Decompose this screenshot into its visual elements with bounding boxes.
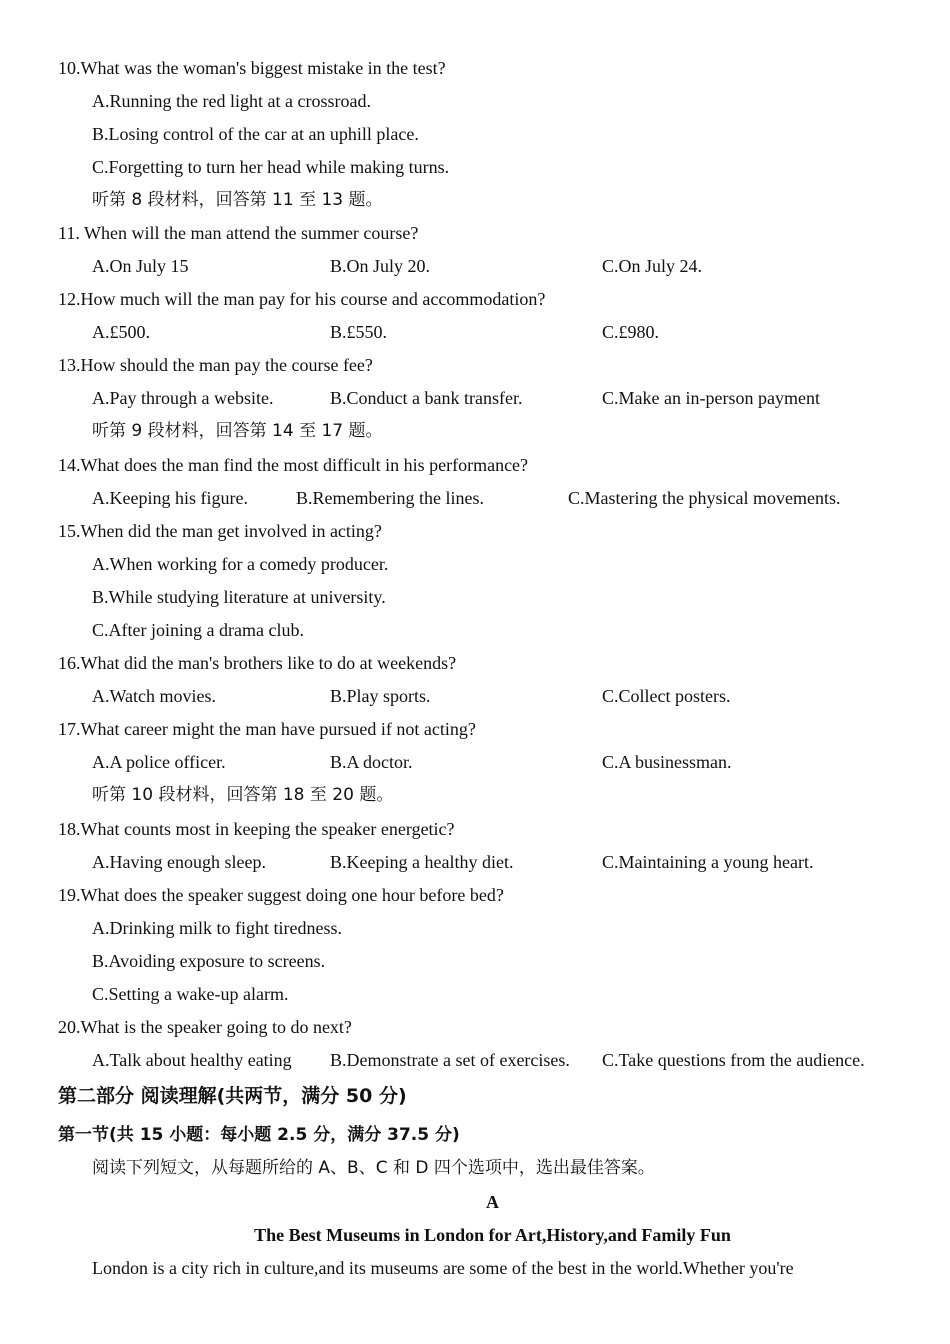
option-13a: A.Pay through a website. <box>92 388 274 408</box>
question-20: 20.What is the speaker going to do next? <box>58 1017 352 1037</box>
options-row-12 <box>0 316 950 349</box>
question-17: 17.What career might the man have pursued if not acting? <box>58 719 476 739</box>
option-18a: A.Having enough sleep. <box>92 852 266 872</box>
options-row-11 <box>0 250 950 283</box>
option-16b: B.Play sports. <box>330 686 431 706</box>
option-11a: A.On July 15 <box>92 256 189 276</box>
question-15: 15.When did the man get involved in acting? <box>58 521 382 541</box>
option-17c: C.A businessman. <box>602 752 732 772</box>
option-19a: A.Drinking milk to fight tiredness. <box>92 918 342 938</box>
option-10c: C.Forgetting to turn her head while making turns. <box>92 157 450 177</box>
part2-heading: 第二部分 阅读理解(共两节，满分 50 分) <box>58 1085 407 1107</box>
option-12a: A.£500. <box>92 322 150 342</box>
option-11c: C.On July 24. <box>602 256 703 276</box>
option-20a: A.Talk about healthy eating <box>92 1050 292 1070</box>
question-19: 19.What does the speaker suggest doing one hour before bed? <box>58 885 504 905</box>
option-18b: B.Keeping a healthy diet. <box>330 852 514 872</box>
passage-label: A <box>486 1192 499 1212</box>
option-14a: A.Keeping his figure. <box>92 488 248 508</box>
options-row-14 <box>0 482 950 515</box>
listening-section-10: 听第 10 段材料，回答第 18 至 20 题。 <box>92 785 394 805</box>
option-20b: B.Demonstrate a set of exercises. <box>330 1050 570 1070</box>
options-row-20 <box>0 1044 950 1077</box>
option-14c: C.Mastering the physical movements. <box>568 488 841 508</box>
option-17a: A.A police officer. <box>92 752 226 772</box>
options-row-17 <box>0 746 950 779</box>
options-row-16 <box>0 680 950 713</box>
option-13b: B.Conduct a bank transfer. <box>330 388 523 408</box>
question-18: 18.What counts most in keeping the speaker energetic? <box>58 819 455 839</box>
question-10: 10.What was the woman's biggest mistake in the test? <box>58 58 446 78</box>
option-11b: B.On July 20. <box>330 256 431 276</box>
option-19b: B.Avoiding exposure to screens. <box>92 951 326 971</box>
option-20c: C.Take questions from the audience. <box>602 1050 865 1070</box>
option-10b: B.Losing control of the car at an uphill place. <box>92 124 419 144</box>
listening-section-9: 听第 9 段材料，回答第 14 至 17 题。 <box>92 421 383 441</box>
option-16a: A.Watch movies. <box>92 686 217 706</box>
option-16c: C.Collect posters. <box>602 686 731 706</box>
reading-instruction: 阅读下列短文，从每题所给的 A、B、C 和 D 四个选项中，选出最佳答案。 <box>92 1158 655 1178</box>
option-12c: C.£980. <box>602 322 660 342</box>
question-11: 11. When will the man attend the summer course? <box>58 223 419 243</box>
listening-section-8: 听第 8 段材料，回答第 11 至 13 题。 <box>92 190 383 210</box>
passage-title: The Best Museums in London for Art,History,and Family Fun <box>254 1225 731 1245</box>
option-15b: B.While studying literature at university. <box>92 587 386 607</box>
option-13c: C.Make an in-person payment <box>602 388 820 408</box>
question-13: 13.How should the man pay the course fee? <box>58 355 373 375</box>
question-16: 16.What did the man's brothers like to do at weekends? <box>58 653 457 673</box>
option-19c: C.Setting a wake-up alarm. <box>92 984 289 1004</box>
question-12: 12.How much will the man pay for his course and accommodation? <box>58 289 546 309</box>
option-10a: A.Running the red light at a crossroad. <box>92 91 371 111</box>
passage-first-line: London is a city rich in culture,and its museums are some of the best in the world.Whether you're <box>92 1258 794 1278</box>
options-row-18 <box>0 846 950 879</box>
options-row-13 <box>0 382 950 415</box>
section1-heading: 第一节(共 15 小题：每小题 2.5 分，满分 37.5 分) <box>58 1125 460 1145</box>
option-18c: C.Maintaining a young heart. <box>602 852 814 872</box>
option-12b: B.£550. <box>330 322 388 342</box>
option-15c: C.After joining a drama club. <box>92 620 304 640</box>
question-14: 14.What does the man find the most difficult in his performance? <box>58 455 529 475</box>
option-15a: A.When working for a comedy producer. <box>92 554 389 574</box>
option-17b: B.A doctor. <box>330 752 413 772</box>
option-14b: B.Remembering the lines. <box>296 488 484 508</box>
